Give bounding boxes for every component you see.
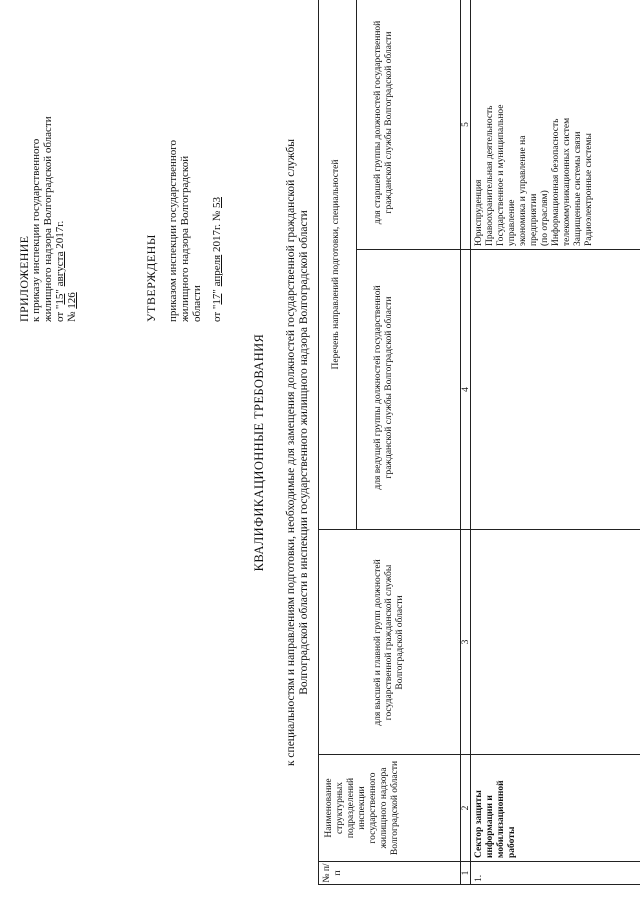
specialty-item: Защищенные системы связи [573, 131, 583, 246]
appendix-number-value: 126 [66, 292, 78, 309]
row-number: 1. [474, 874, 484, 882]
specialty-item: телекоммуникационных систем [562, 117, 572, 246]
specialty-item: Радиоэлектронные системы [584, 133, 594, 246]
approved-line: приказом инспекции государственного [167, 139, 179, 322]
document-subtitle: к специальностям и направлениям подготовки, необходимые для замещения должностей государственной гражданской службы Волгоградской области в инспекции государственного жилищного надзора Волгоградской области [285, 138, 310, 767]
column-number: 5 [461, 122, 471, 127]
requirements-table [318, 0, 640, 905]
header-leading-group: для ведущей группы должностей государственной гражданской службы Волгоградской области [373, 285, 394, 490]
specialty-item: предприятии [529, 193, 539, 246]
specialty-item: Информационная безопасность [551, 118, 561, 246]
row-department: Сектор защиты информации и мобилизационной работы [474, 780, 517, 858]
header-specialties-list: Перечень направлений подготовки, специальностей [331, 159, 341, 370]
specialty-item: экономика и управление на [518, 135, 528, 246]
appendix-number: № 126 [66, 292, 78, 322]
appendix-line: жилищного надзора Волгоградской области [42, 116, 54, 322]
approved-line: области [191, 285, 203, 322]
column-number: 1 [461, 870, 471, 876]
approved-date-day: 17 [211, 293, 223, 305]
header-highest-group: для высшей и главной групп должностей государственной гражданской службы Волгоградской области [373, 559, 405, 726]
specialty-item: (по отраслям) [540, 190, 550, 246]
specialty-item: управление [507, 199, 517, 246]
column-number: 4 [461, 387, 471, 392]
document-title: КВАЛИФИКАЦИОННЫЕ ТРЕБОВАНИЯ [252, 333, 266, 572]
approved-title: УТВЕРЖДЕНЫ [144, 234, 158, 322]
approved-line: жилищного надзора Волгоградской [179, 155, 191, 322]
header-num: № п/п [322, 863, 343, 883]
header-department: Наименование структурных подразделений инспекции государственного жилищного надзора Волгоградской области [324, 760, 400, 856]
appendix-line: к приказу инспекции государственного [30, 138, 42, 322]
specialty-item: Государственное и муниципальное [496, 104, 506, 246]
appendix-block [18, 116, 78, 322]
specialty-item: Правоохранительная деятельность [485, 105, 495, 246]
appendix-heading: ПРИЛОЖЕНИЕ [17, 235, 31, 322]
approved-date: от "17" апреля 2017г. № 53 [211, 197, 223, 322]
column-number: 2 [461, 805, 471, 811]
appendix-date-month: августа [54, 251, 66, 287]
approved-block [145, 140, 223, 322]
appendix-date: от "15" августа 2017г. [54, 220, 66, 322]
column-number: 3 [461, 639, 471, 645]
approved-number: 53 [211, 197, 223, 208]
header-senior-group: для старшей группы должностей государственной гражданской службы Волгоградской области [373, 20, 394, 225]
specialty-item: Юриспруденция [474, 179, 484, 246]
row-senior-specialties [474, 2, 595, 246]
appendix-date-day: 15 [54, 293, 66, 305]
approved-date-month: апреля [211, 254, 223, 287]
